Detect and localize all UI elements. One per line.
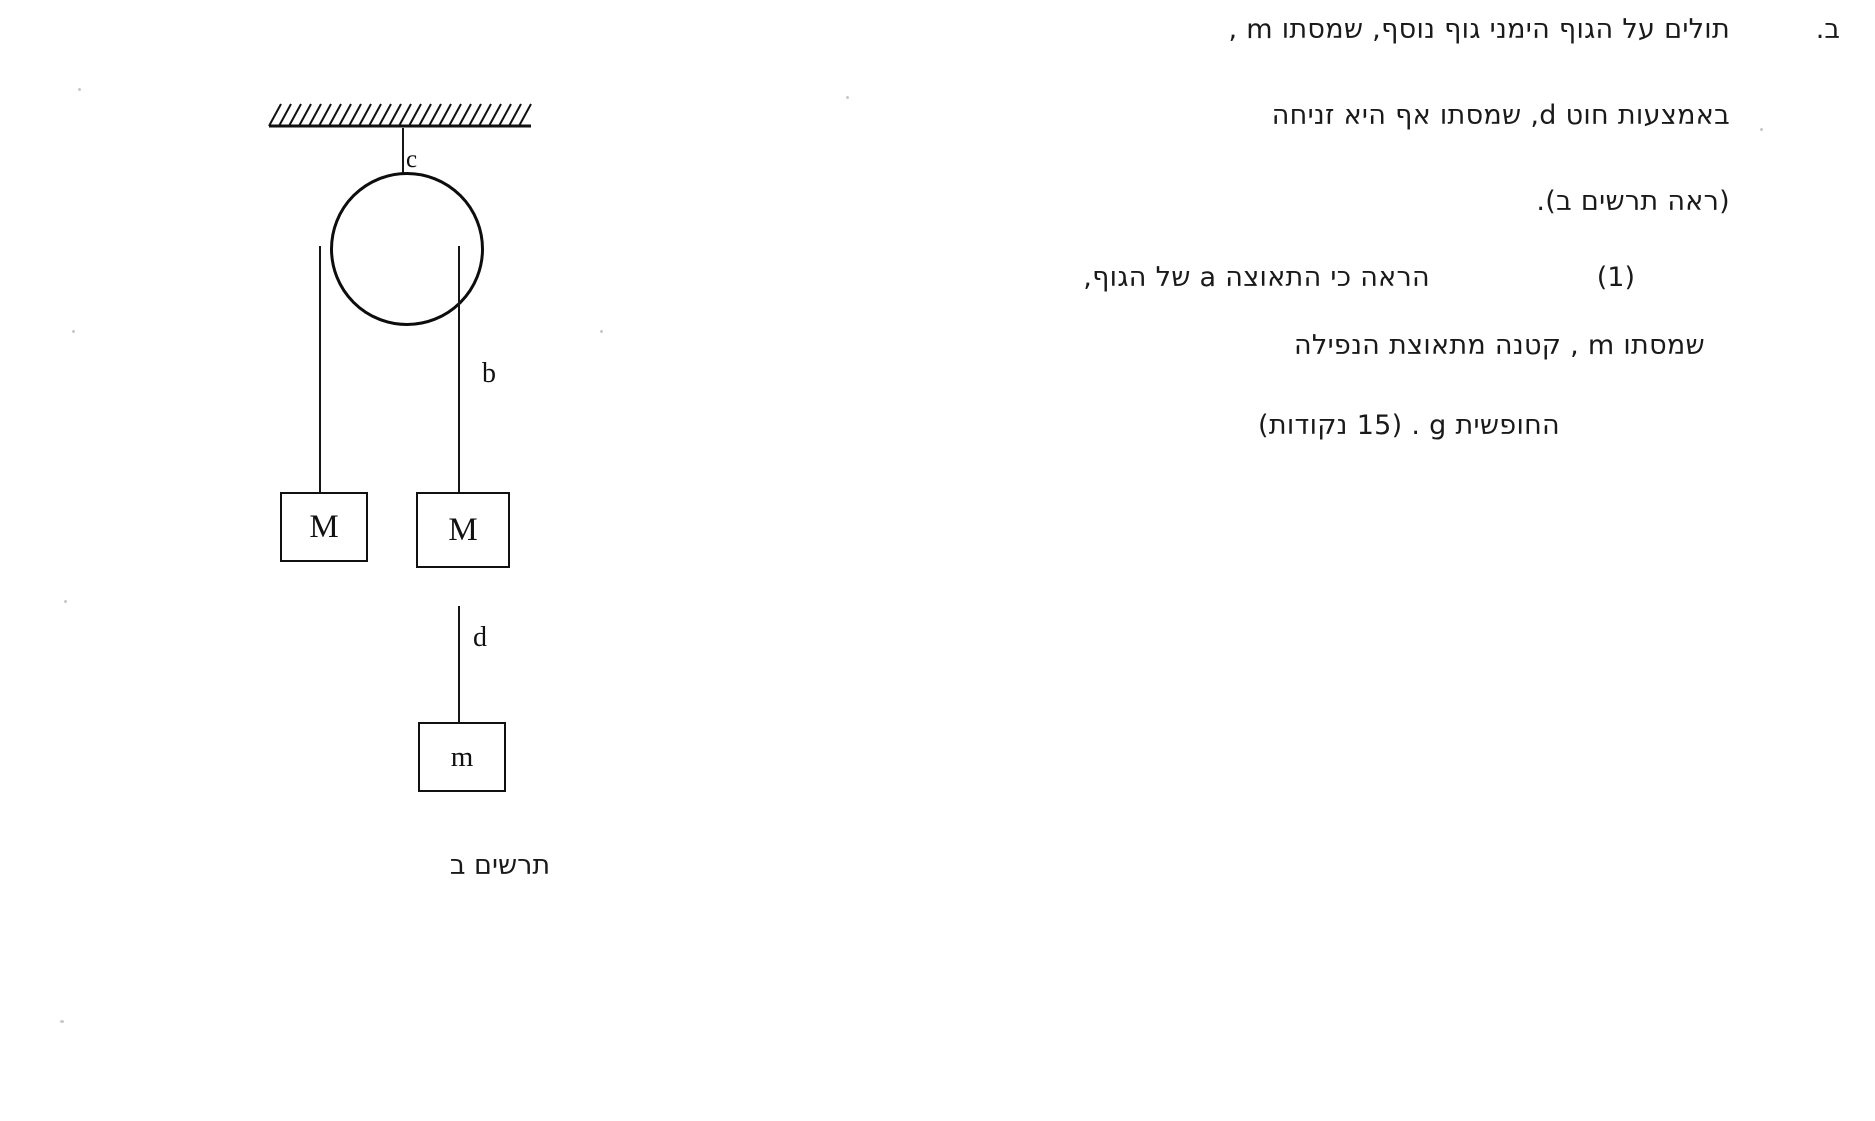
scan-speck (78, 88, 81, 91)
label-b: b (482, 358, 496, 389)
paragraph-line-4: הראה כי התאוצה a של הגוף, (1083, 262, 1430, 293)
question-number: (1) (1596, 262, 1635, 293)
ceiling-hatching-icon (265, 100, 535, 128)
paragraph-line-5: שמסתו m , קטנה מתאוצת הנפילה (1293, 330, 1705, 361)
paragraph-line-3: (ראה תרשים ב). (1536, 186, 1730, 217)
scan-speck (1760, 128, 1763, 131)
scan-speck (64, 600, 67, 603)
block-hanging-mass: m (418, 722, 506, 792)
scan-speck (600, 330, 603, 333)
paragraph-line-1: תולים על הגוף הימני גוף נוסף, שמסתו m , (1228, 14, 1730, 45)
label-d: d (473, 622, 487, 653)
figure-caption: תרשים ב (449, 850, 551, 881)
label-c: c (406, 146, 418, 173)
block-left-mass: M (280, 492, 368, 562)
scan-speck (60, 1020, 64, 1023)
scan-speck (72, 330, 75, 333)
question-text-column (820, 0, 1850, 560)
section-marker: ב. (1815, 14, 1840, 45)
paragraph-line-2: באמצעות חוט d, שמסתו אף היא זניחה (1271, 100, 1730, 131)
block-right-mass: M (416, 492, 510, 568)
pulley-diagram (230, 50, 790, 1070)
pulley-wheel (330, 172, 484, 326)
scan-speck (846, 96, 849, 99)
paragraph-line-6: החופשית g . (15 נקודות) (1258, 410, 1560, 441)
